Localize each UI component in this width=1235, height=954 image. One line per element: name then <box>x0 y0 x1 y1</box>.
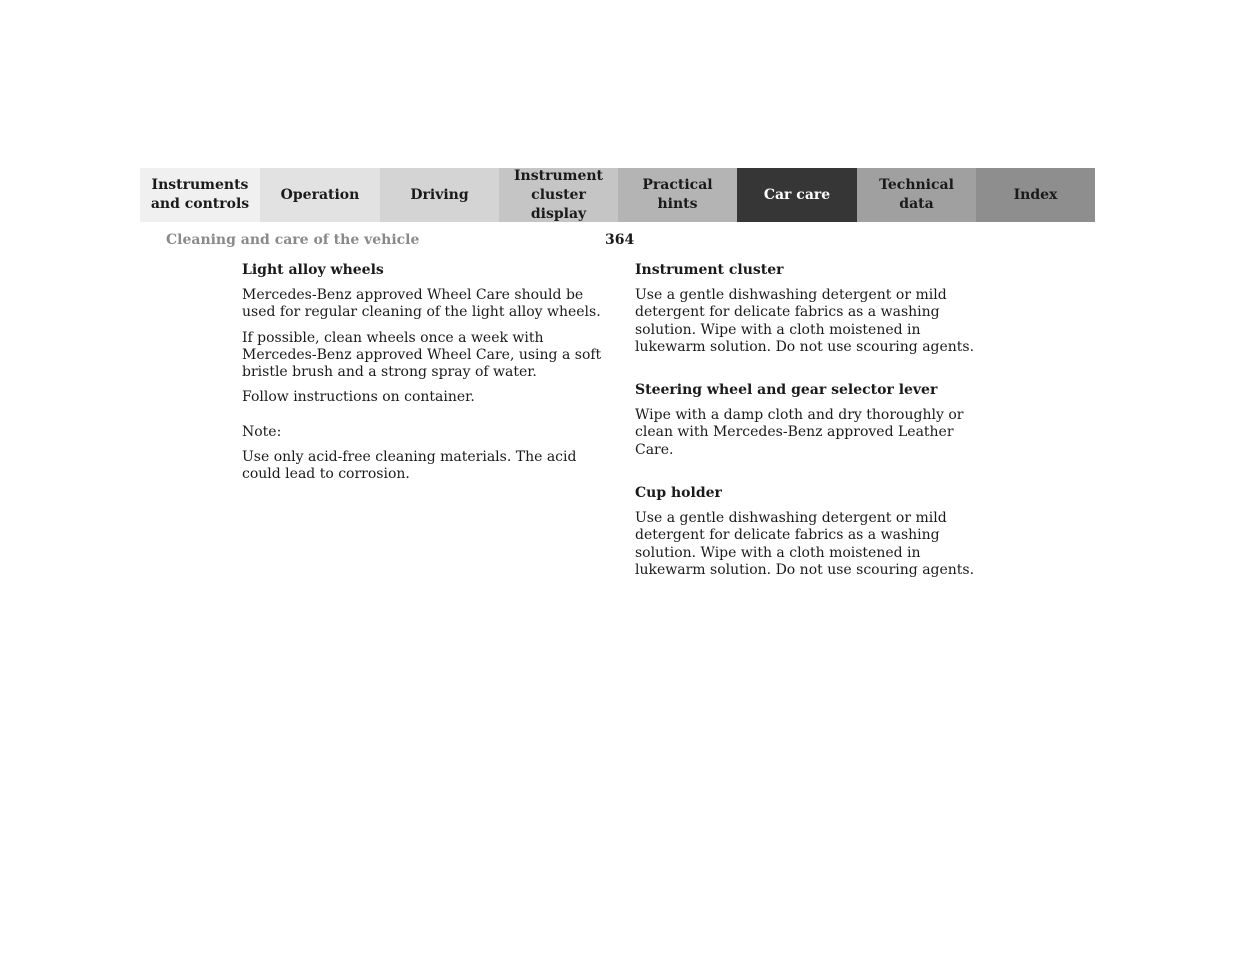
tab-operation[interactable]: Operation <box>260 168 380 222</box>
cup-holder-heading: Cup holder <box>635 485 722 502</box>
note-label: Note: <box>242 423 282 440</box>
section-title: Cleaning and care of the vehicle <box>166 232 420 248</box>
instrument-cluster-text: Use a gentle dishwashing detergent or mild detergent for delicate fabrics as a washing solution. Wipe with a cloth moistened in lukewarm solution. Do not use scouring agents. <box>635 287 975 355</box>
light-alloy-wheels-heading: Light alloy wheels <box>242 262 384 278</box>
tab-practical-hints[interactable]: Practical hints <box>618 168 737 222</box>
page-number: 364 <box>605 232 635 248</box>
right-column <box>635 262 987 587</box>
tab-instrument-cluster-display[interactable]: Instrument cluster display <box>499 168 618 222</box>
weekly-clean-paragraph: If possible, clean wheels once a week with Mercedes-Benz approved Wheel Care, using a soft bristle brush and a strong spray of water. <box>242 329 602 381</box>
instrument-cluster-heading: Instrument cluster <box>635 262 784 278</box>
tab-instruments-and-controls[interactable]: Instruments and controls <box>140 168 260 222</box>
note-text: Use only acid-free cleaning materials. The acid could lead to corrosion. <box>242 449 577 483</box>
steering-wheel-heading: Steering wheel and gear selector lever <box>635 382 938 399</box>
chapter-nav <box>140 168 1095 222</box>
left-column <box>242 262 604 492</box>
wheel-care-paragraph: Mercedes-Benz approved Wheel Care should be used for regular cleaning of the light alloy wheels. <box>242 287 601 321</box>
cup-holder-text: Use a gentle dishwashing detergent or mild detergent for delicate fabrics as a washing solution. Wipe with a cloth moistened in lukewarm solution. Do not use scouring agents. <box>635 510 975 578</box>
container-instructions-paragraph: Follow instructions on container. <box>242 389 475 406</box>
tab-index[interactable]: Index <box>976 168 1095 222</box>
steering-wheel-text: Wipe with a damp cloth and dry thoroughly or clean with Mercedes-Benz approved Leather Care. <box>635 407 964 458</box>
tab-technical-data[interactable]: Technical data <box>857 168 976 222</box>
tab-driving[interactable]: Driving <box>380 168 499 222</box>
tab-car-care[interactable]: Car care <box>737 168 857 222</box>
